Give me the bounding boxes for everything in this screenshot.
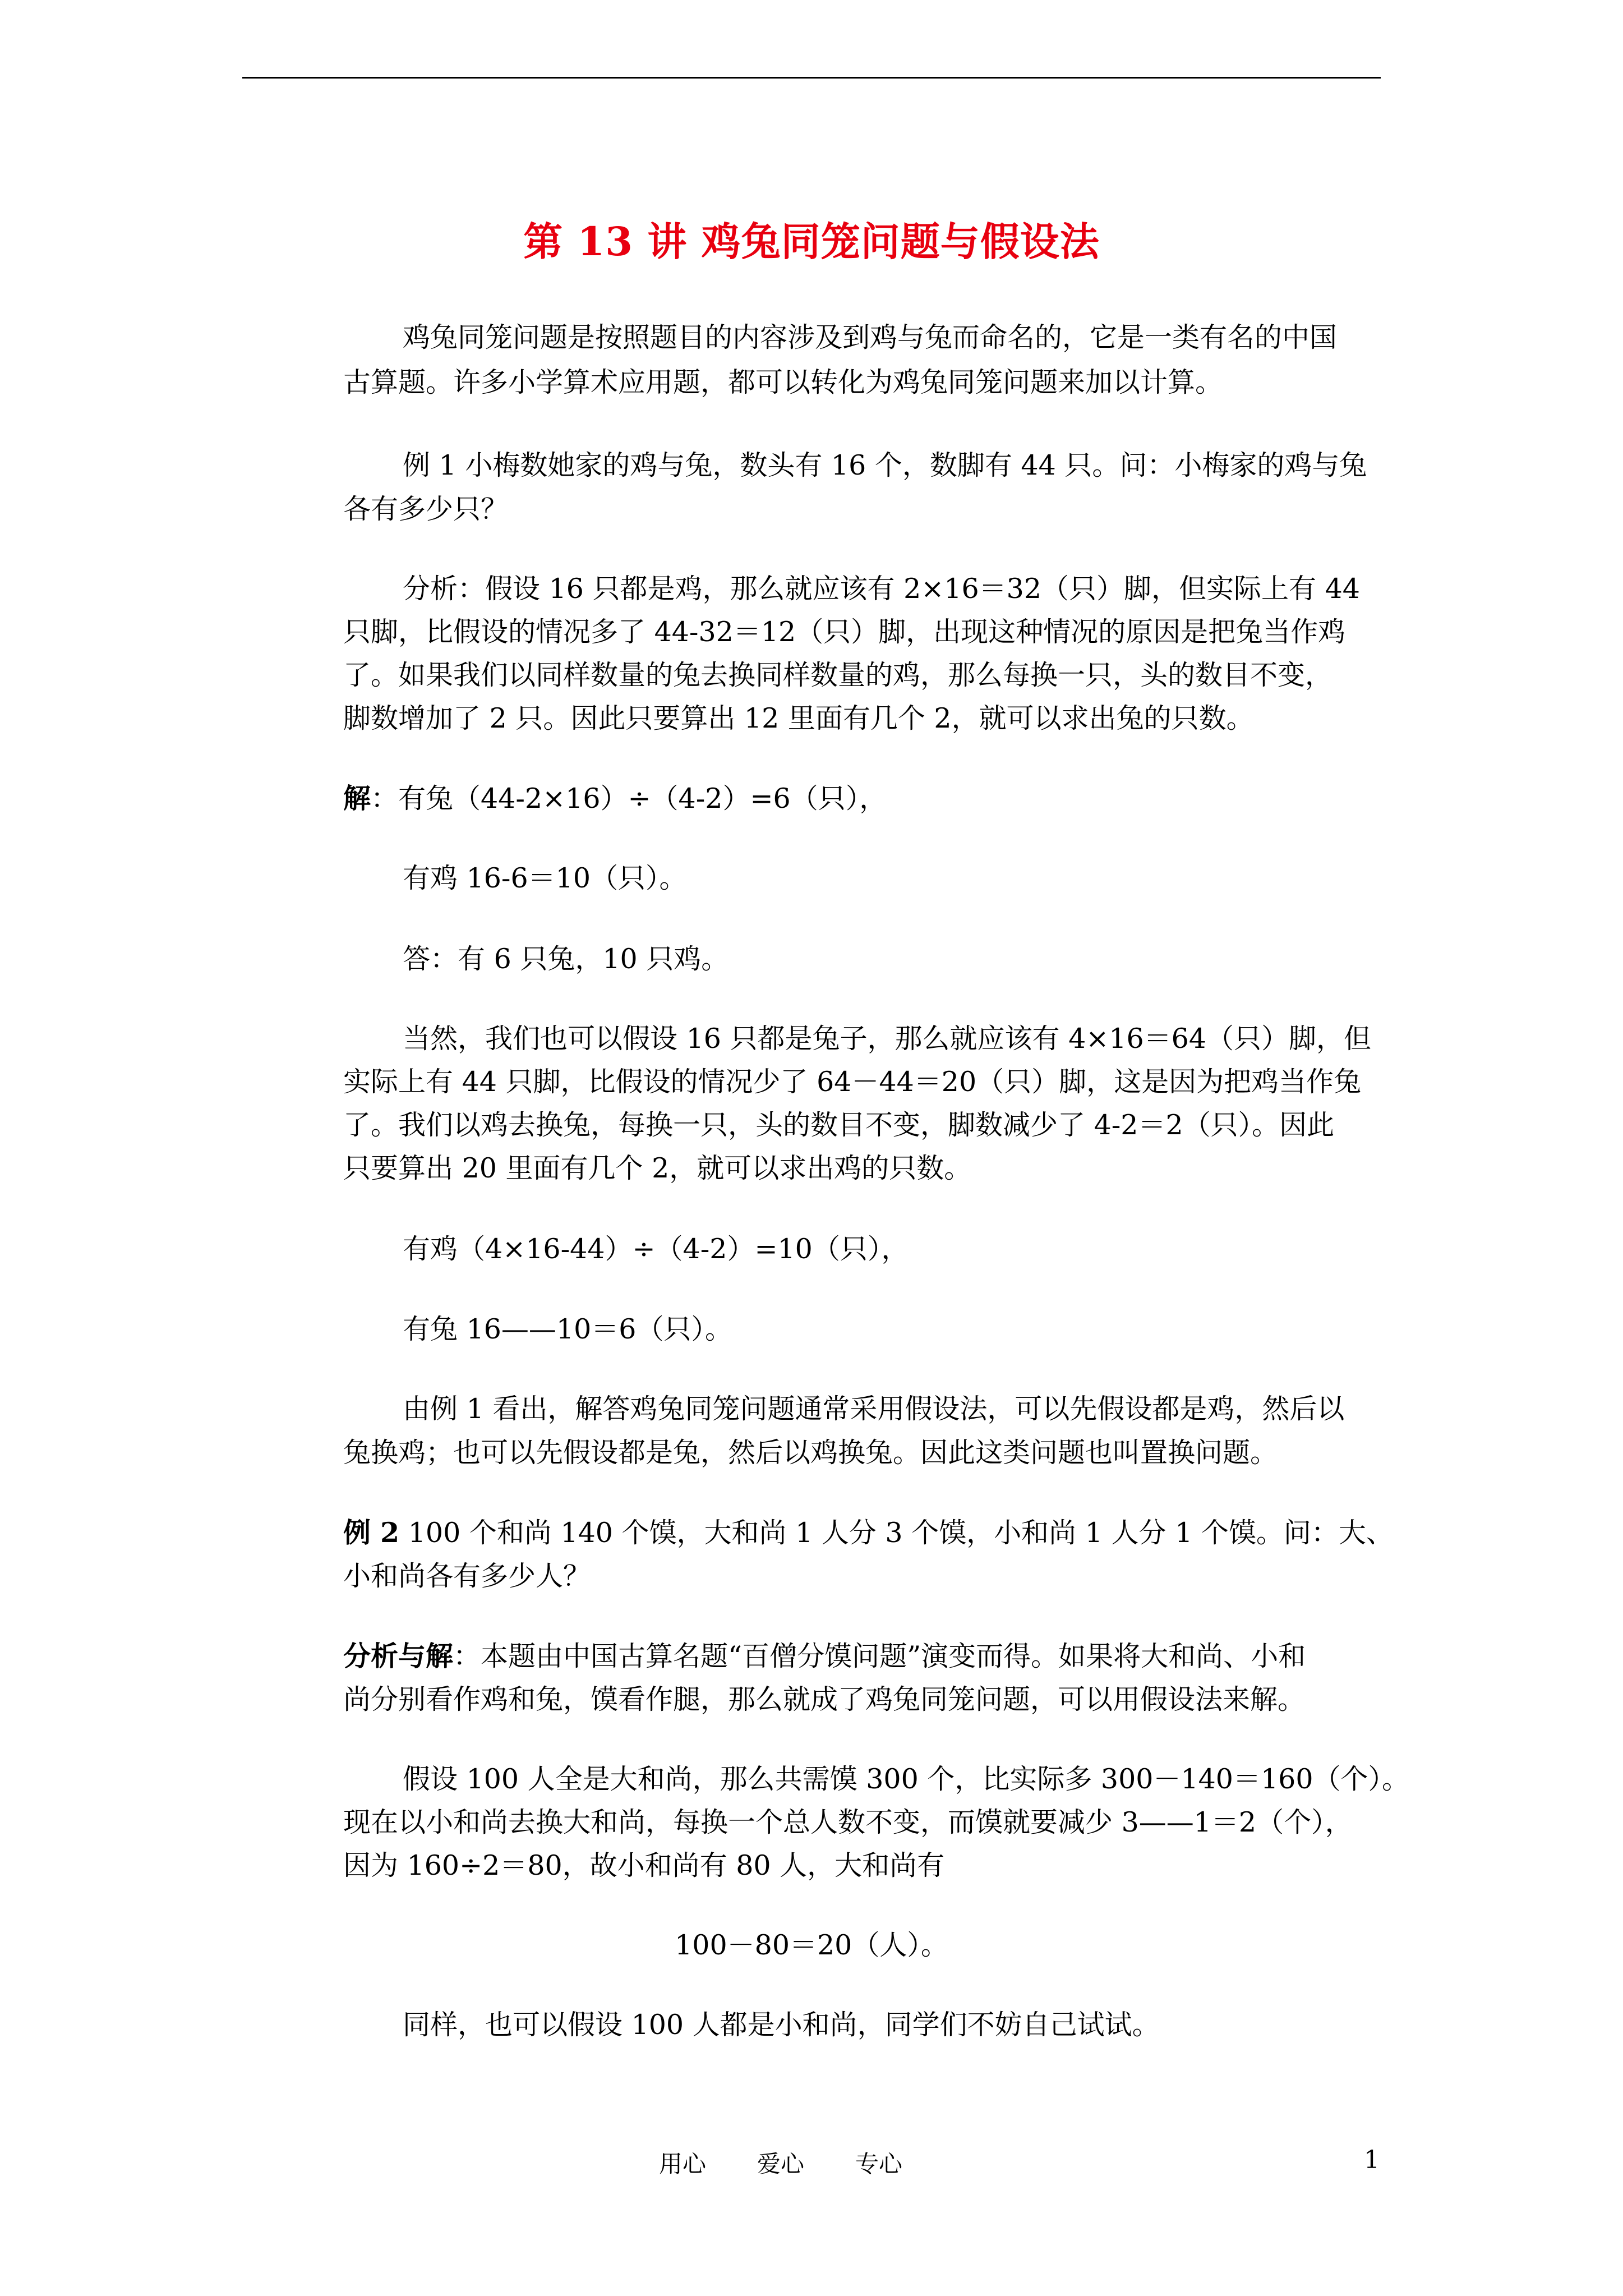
solve2-result: 100－80＝20（人）。 (675, 1929, 948, 1961)
analysis1-line-3: 了。如果我们以同样数量的兔去换同样数量的鸡，那么每换一只，头的数目不变， (343, 659, 1333, 691)
analysis1-line-1: 分析：假设 16 只都是鸡，那么就应该有 2×16＝32（只）脚，但实际上有 44 (403, 573, 1360, 605)
example2-text: 100 个和尚 140 个馍，大和尚 1 人分 3 个馍，小和尚 1 人分 1 个馍。问：大、 (399, 1517, 1394, 1549)
alt1-line-5: 有鸡（4×16-44）÷（4-2）=10（只）， (403, 1233, 909, 1265)
solution1-text: ：有兔（44-2×16）÷（4-2）=6（只）， (371, 783, 887, 815)
analysis2-line-1 (343, 1639, 1306, 1673)
solve2-line-5: 同样，也可以假设 100 人都是小和尚，同学们不妨自己试试。 (403, 2009, 1160, 2041)
analysis2-text: ：本题由中国古算名题“百僧分馍问题”演变而得。如果将大和尚、小和 (453, 1640, 1306, 1672)
example2-label: 例 2 (343, 1516, 400, 1549)
alt1-line-2: 实际上有 44 只脚，比假设的情况少了 64－44＝20（只）脚，这是因为把鸡当作兔 (343, 1066, 1362, 1098)
intro-line-1: 鸡兔同笼问题是按照题目的内容涉及到鸡与兔而命名的，它是一类有名的中国 (403, 321, 1338, 353)
solution1-line-2: 有鸡 16-6＝10（只）。 (403, 862, 687, 894)
solve2-line-2: 现在以小和尚去换大和尚，每换一个总人数不变，而馍就要减少 3——1＝2（个）， (343, 1806, 1353, 1838)
solve2-line-3: 因为 160÷2＝80，故小和尚有 80 人，大和尚有 (343, 1849, 945, 1881)
example1-line-1: 例 1 小梅数她家的鸡与兔，数头有 16 个，数脚有 44 只。问：小梅家的鸡与兔 (403, 449, 1367, 481)
analysis2-line-2: 尚分别看作鸡和兔，馍看作腿，那么就成了鸡兔同笼问题，可以用假设法来解。 (343, 1683, 1306, 1715)
page-title: 第 13 讲 鸡兔同笼问题与假设法 (523, 218, 1100, 265)
footer-motto-3: 专心 (855, 2150, 903, 2178)
analysis1-line-4: 脚数增加了 2 只。因此只要算出 12 里面有几个 2，就可以求出兔的只数。 (343, 702, 1254, 734)
solution1-line-1 (343, 781, 887, 816)
example1-line-2: 各有多少只？ (343, 493, 509, 525)
example2-line-1 (343, 1516, 1394, 1550)
analysis1-line-2: 只脚，比假设的情况多了 44-32＝12（只）脚，出现这种情况的原因是把兔当作鸡 (343, 616, 1346, 648)
solve2-line-1: 假设 100 人全是大和尚，那么共需馍 300 个，比实际多 300－140＝160（个）。 (403, 1763, 1410, 1795)
analysis2-label: 分析与解 (343, 1640, 454, 1672)
alt1-line-3: 了。我们以鸡去换兔，每换一只，头的数目不变，脚数减少了 4-2＝2（只）。因此 (343, 1109, 1335, 1141)
footer-motto-1: 用心 (659, 2150, 707, 2178)
summary1-line-2: 兔换鸡；也可以先假设都是兔，然后以鸡换兔。因此这类问题也叫置换问题。 (343, 1437, 1278, 1469)
header-rule (242, 77, 1381, 79)
alt1-line-4: 只要算出 20 里面有几个 2，就可以求出鸡的只数。 (343, 1152, 972, 1184)
alt1-line-6: 有兔 16——10＝6（只）。 (403, 1313, 732, 1345)
alt1-line-1: 当然，我们也可以假设 16 只都是兔子，那么就应该有 4×16＝64（只）脚，但 (403, 1023, 1372, 1055)
answer1-line: 答：有 6 只兔，10 只鸡。 (403, 943, 729, 975)
summary1-line-1: 由例 1 看出，解答鸡兔同笼问题通常采用假设法，可以先假设都是鸡，然后以 (403, 1393, 1345, 1425)
footer-motto-2: 爱心 (757, 2150, 805, 2178)
example2-line-2: 小和尚各有多少人？ (343, 1560, 591, 1592)
page-number: 1 (1364, 2146, 1380, 2174)
intro-line-2: 古算题。许多小学算术应用题，都可以转化为鸡兔同笼问题来加以计算。 (343, 366, 1223, 398)
solution1-label: 解 (343, 782, 371, 815)
